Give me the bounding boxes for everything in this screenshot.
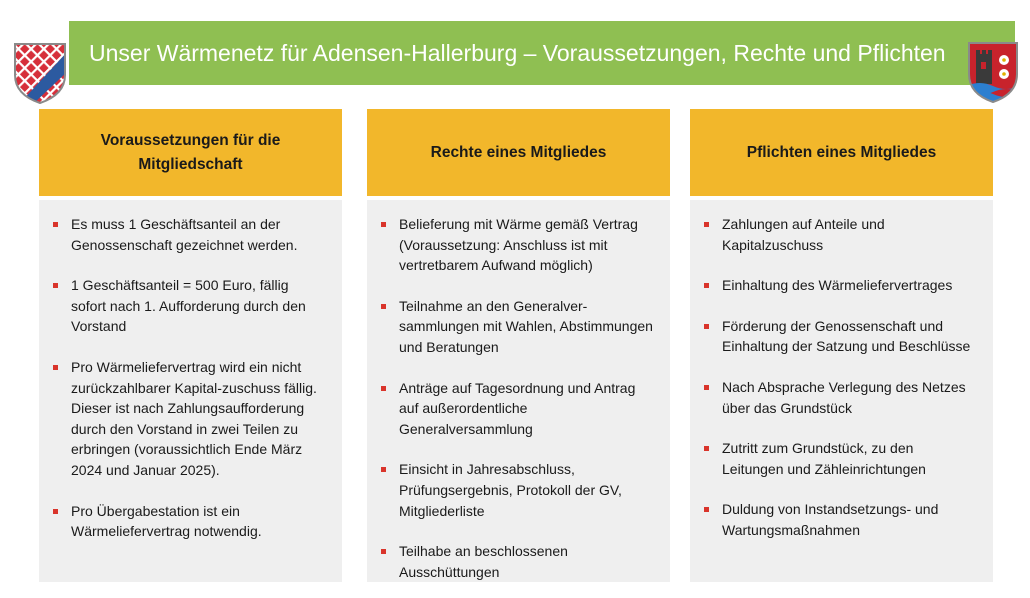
- column-title: Rechte eines Mitgliedes: [430, 143, 607, 161]
- list-item: [708, 316, 977, 357]
- column-header-rechte: [367, 109, 670, 196]
- column-body-pflichten: [690, 200, 993, 582]
- bullet-list: [385, 214, 654, 582]
- bullet-icon: [53, 509, 58, 514]
- column-title: Pflichten eines Mitgliedes: [746, 143, 937, 161]
- list-item-text: Pro Wärmeliefervertrag wird ein nicht zurückzahlbarer Kapital-zuschuss fällig. Dieser ist nach Zahlungsaufforderung durch den Vorstand in zwei Teilen zu erbringen (voraussichtlich Ende März 2024 und Januar 2025).: [71, 358, 317, 478]
- list-item-text: Nach Absprache Verlegung des Netzes über das Grundstück: [722, 378, 966, 416]
- list-item-text: Pro Übergabestation ist ein Wärmeliefervertrag notwendig.: [71, 502, 262, 540]
- list-item: [385, 459, 654, 521]
- title-banner: [69, 21, 1015, 85]
- bullet-icon: [381, 549, 386, 554]
- page-title: Unser Wärmenetz für Adensen-Hallerburg – Voraussetzungen, Rechte und Pflichten: [89, 39, 946, 66]
- list-item-text: Duldung von Instandsetzungs- und Wartungsmaßnahmen: [722, 501, 939, 538]
- column-body-rechte: [367, 200, 670, 582]
- bullet-icon: [704, 385, 709, 390]
- list-item-text: Teilnahme an den Generalver-sammlungen mit Wahlen, Abstimmungen und Beratungen: [399, 297, 653, 355]
- coat-of-arms-right-icon: [966, 40, 1020, 104]
- list-item: [708, 499, 977, 540]
- list-item: [708, 438, 977, 479]
- list-item: [57, 275, 326, 337]
- list-item-text: Anträge auf Tagesordnung und Antrag auf außerordentliche Generalversammlung: [399, 379, 636, 437]
- bullet-icon: [53, 222, 58, 227]
- list-item: [385, 296, 654, 358]
- list-item: [708, 214, 977, 255]
- bullet-icon: [53, 365, 58, 370]
- column-body-voraussetzungen: [39, 200, 342, 582]
- bullet-list: [57, 214, 326, 542]
- list-item-text: Einhaltung des Wärmeliefervertrages: [722, 277, 953, 294]
- list-item: [385, 214, 654, 276]
- bullet-icon: [704, 507, 709, 512]
- bullet-icon: [704, 324, 709, 329]
- column-header-voraussetzungen: [39, 109, 342, 196]
- column-title: Voraussetzungen für die Mitgliedschaft: [100, 131, 281, 173]
- list-item-text: Förderung der Genossenschaft und Einhaltung der Satzung und Beschlüsse: [722, 317, 971, 355]
- bullet-icon: [381, 222, 386, 227]
- list-item-text: Es muss 1 Geschäftsanteil an der Genossenschaft gezeichnet werden.: [71, 216, 298, 253]
- list-item-text: Teilhabe an beschlossenen Ausschüttungen: [399, 543, 568, 580]
- list-item: [57, 214, 326, 255]
- bullet-icon: [704, 446, 709, 451]
- column-header-pflichten: [690, 109, 993, 196]
- bullet-icon: [381, 467, 386, 472]
- bullet-icon: [381, 304, 386, 309]
- list-item: [708, 377, 977, 418]
- list-item-text: Zutritt zum Grundstück, zu den Leitungen und Zähleinrichtungen: [722, 440, 926, 477]
- list-item-text: 1 Geschäftsanteil = 500 Euro, fällig sofort nach 1. Aufforderung durch den Vorstand: [71, 277, 306, 335]
- list-item: [57, 357, 326, 481]
- bullet-icon: [704, 222, 709, 227]
- bullet-icon: [704, 283, 709, 288]
- list-item-text: Einsicht in Jahresabschluss, Prüfungsergebnis, Protokoll der GV, Mitgliederliste: [399, 461, 622, 519]
- bullet-icon: [53, 283, 58, 288]
- bullet-list: [708, 214, 977, 541]
- list-item: [385, 541, 654, 582]
- list-item-text: Belieferung mit Wärme gemäß Vertrag (Voraussetzung: Anschluss ist mit vertretbarem Aufwand möglich): [399, 216, 638, 274]
- list-item: [708, 275, 977, 296]
- list-item: [57, 501, 326, 542]
- bullet-icon: [381, 386, 386, 391]
- list-item-text: Zahlungen auf Anteile und Kapitalzuschuss: [722, 216, 885, 253]
- list-item: [385, 378, 654, 440]
- coat-of-arms-left-icon: [12, 41, 68, 105]
